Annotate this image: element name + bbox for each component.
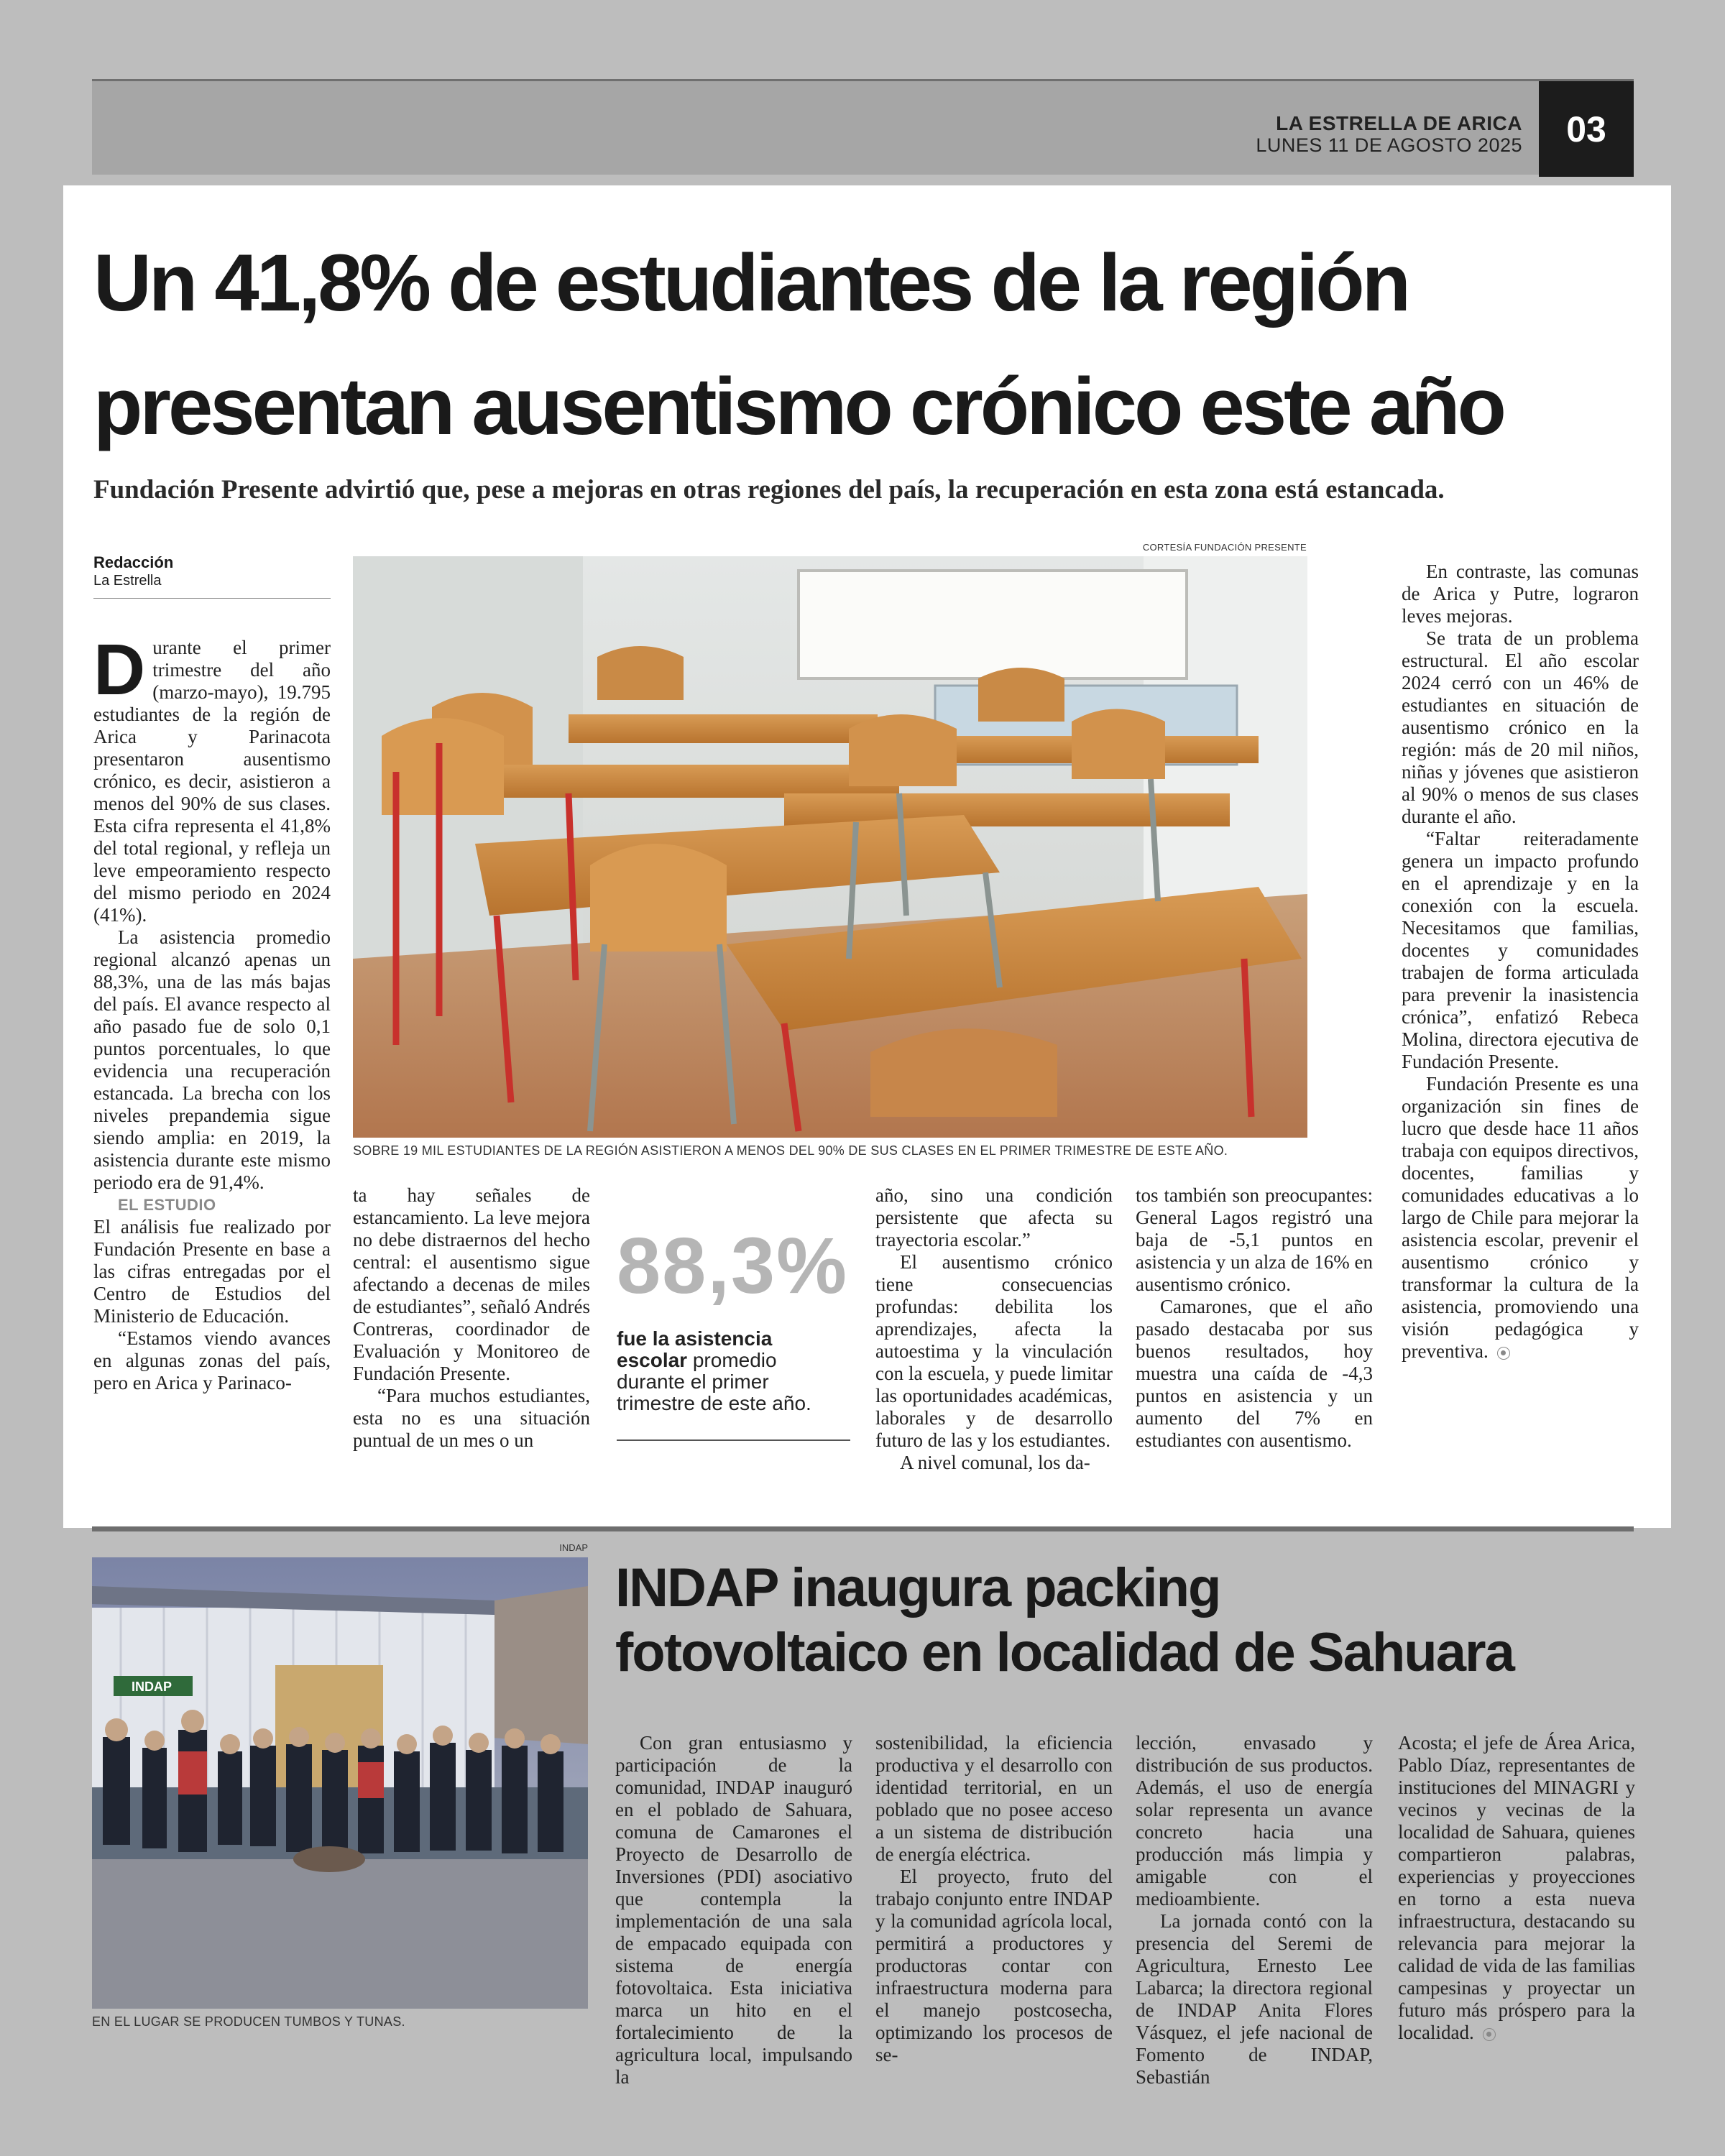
headline-2-line-2: fotovoltaico en localidad de Sahuara: [615, 1622, 1514, 1683]
byline-org: La Estrella: [93, 573, 162, 589]
photo-credit: CORTESÍA FUNDACIÓN PRESENTE: [1142, 542, 1307, 553]
end-of-article-icon: [1483, 2028, 1496, 2041]
paragraph: año, sino una condición persistente que afecta su trayectoria escolar.”: [875, 1184, 1113, 1250]
article-column-5: [1402, 561, 1639, 1363]
article-2-column-4: [1398, 1732, 1635, 2044]
section-label: EL ESTUDIO: [118, 1196, 216, 1214]
article-headline: [93, 221, 1653, 469]
publication-info: [1256, 113, 1522, 156]
headline-2-line-1: INDAP inaugura packing: [615, 1557, 1220, 1618]
drop-cap: D: [93, 630, 146, 710]
headline-line-1: Un 41,8% de estudiantes de la región: [93, 238, 1409, 328]
stat-value: 88,3%: [617, 1222, 848, 1310]
paragraph: Con gran entusiasmo y participación de la comunidad, INDAP inauguró en el poblado de Sahuara, comuna de Camarones el Proyecto de Desarrollo de Inversiones (PDI) asociativo que contempla la implementación de una sala de empacado equipada con sistema de energía fotovoltaica. Esta iniciativa marca un hito en el fortalecimiento de la agricultura local, impulsando la: [615, 1732, 852, 2088]
article-deck: Fundación Presente advirtió que, pese a mejoras en otras regiones del país, la recuperación en esta zona está estancada.: [93, 475, 1445, 505]
page-header: [92, 79, 1634, 175]
paragraph: Camarones, que el año pasado destacaba por sus buenos resultados, hoy muestra una caída de -4,3 puntos en asistencia y un aumento del 7% en estudiantes con ausentismo.: [1136, 1296, 1373, 1451]
indap-sign-text: INDAP: [132, 1680, 172, 1694]
paragraph: Acosta; el jefe de Área Arica, Pablo Díaz, representantes de instituciones del MINAGRI y vecinos y vecinas de la localidad de Sahuara, quienes compartieron palabras, experiencias y proyecciones en torno a esta nueva infraestructura, destacando su relevancia para mejorar la calidad de vida de las familias campesinas y proyectar un futuro más próspero para la localidad.: [1398, 1732, 1635, 2043]
paragraph: sostenibilidad, la eficiencia productiva y el desarrollo con identidad territorial, en un poblado que no posee acceso a un sistema de distribución de energía eléctrica.: [875, 1732, 1113, 1865]
stat-description-rest: promedio durante el primer trimestre de este año.: [617, 1349, 811, 1414]
stat-divider: [617, 1439, 850, 1441]
article-column-4: [1136, 1184, 1373, 1452]
photo-credit-2: INDAP: [559, 1542, 588, 1553]
end-of-article-icon: [1497, 1347, 1510, 1360]
photo-caption: SOBRE 19 MIL ESTUDIANTES DE LA REGIÓN ASISTIERON A MENOS DEL 90% DE SUS CLASES EN EL PRIMER TRIMESTRE DE ESTE AÑO.: [353, 1143, 1228, 1158]
paragraph: A nivel comunal, los da-: [900, 1452, 1090, 1473]
article-2-column-1: [615, 1732, 852, 2088]
paragraph: El ausentismo crónico tiene consecuencias profundas: debilita los aprendizajes, afecta la autoestima y la vinculación con la escuela, y puede limitar las oportunidades académicas, laborales y de desarrollo futuro de las y los estudiantes.: [875, 1251, 1113, 1451]
stat-description-bold: fue la asistencia escolar: [617, 1327, 773, 1371]
paragraph: ta hay señales de estancamiento. La leve mejora no debe distraernos del hecho central: el ausentismo sigue afectando a decenas de miles de estudiantes”, señaló Andrés Contreras, coordinador de Evaluación y Monitoreo de Fundación Presente.: [353, 1184, 590, 1384]
sahuara-photo: [92, 1557, 588, 2009]
paragraph: La jornada contó con la presencia del Seremi de Agricultura, Ernesto Lee Labarca; la directora regional de INDAP Anita Flores Vásquez, el jefe nacional de Fomento de INDAP, Sebastián: [1136, 1910, 1373, 2088]
paragraph: El proyecto, fruto del trabajo conjunto entre INDAP y la comunidad agrícola local, permitirá a productores y productoras contar con infraestructura moderna para el manejo postcosecha, optimizando los procesos de se-: [875, 1866, 1113, 2065]
paragraph: lección, envasado y distribución de sus productos. Además, el uso de energía solar representa un avance concreto hacia una producción más limpia y amigable con el medioambiente.: [1136, 1732, 1373, 1909]
article-column-3: [875, 1184, 1113, 1474]
paragraph: “Para muchos estudiantes, esta no es una situación puntual de un mes o un: [353, 1385, 590, 1451]
article-column-1: [93, 630, 331, 1394]
classroom-illustration: [353, 556, 1307, 1138]
paragraph: Fundación Presente es una organización sin fines de lucro que desde hace 11 años trabaja con equipos directivos, docentes, familias y comunidades educativas a lo largo de Chile para mejorar la asistencia escolar, prevenir el ausentismo crónico y transformar la cultura de la asistencia, promoviendo una visión pedagógica y preventiva.: [1402, 1073, 1639, 1362]
paragraph: Durante el primer trimestre del año (marzo-mayo), 19.795 estudiantes de la región de Arica y Parinacota presentaron ausentismo crónico, es decir, asistieron a menos del 90% de sus clases. Esta cifra representa el 41,8% del total regional, y refleja un leve empeoramiento respecto del mismo periodo en 2024 (41%).: [93, 630, 331, 926]
publication-date: LUNES 11 DE AGOSTO 2025: [1256, 134, 1522, 156]
byline-name: Redacción: [93, 553, 174, 571]
stat-description: [617, 1328, 847, 1414]
headline-line-2: presentan ausentismo crónico este año: [93, 361, 1504, 451]
byline: [93, 553, 331, 599]
paragraph: El análisis fue realizado por Fundación Presente en base a las cifras entregadas por el Centro de Estudios del Ministerio de Educación.: [93, 1216, 331, 1327]
paragraph: “Faltar reiteradamente genera un impacto profundo en el aprendizaje y en la conexión con la escuela. Necesitamos que familias, docentes y comunidades trabajen de forma articulada para prevenir la inasistencia crónica”, enfatizó Rebeca Molina, directora ejecutiva de Fundación Presente.: [1402, 828, 1639, 1072]
photo-caption-2: EN EL LUGAR SE PRODUCEN TUMBOS Y TUNAS.: [92, 2014, 405, 2029]
article-column-2: [353, 1184, 590, 1452]
section-divider: [92, 1526, 1634, 1531]
packing-facility-illustration: [92, 1557, 588, 2009]
paragraph: “Estamos viendo avances en algunas zonas del país, pero en Arica y Parinaco-: [93, 1327, 331, 1393]
publication-name: LA ESTRELLA DE ARICA: [1276, 112, 1522, 134]
article-2-headline: [615, 1556, 1636, 1685]
classroom-photo: [353, 556, 1307, 1138]
paragraph: En contraste, las comunas de Arica y Putre, lograron leves mejoras.: [1402, 561, 1639, 627]
paragraph: Se trata de un problema estructural. El año escolar 2024 cerró con un 46% de estudiantes en situación de ausentismo crónico en la región: más de 20 mil niños, niñas y jóvenes que asistieron al 90% o menos de sus clases durante el año.: [1402, 627, 1639, 827]
paragraph: La asistencia promedio regional alcanzó apenas un 88,3%, una de las más bajas del país. El avance respecto al año pasado fue de solo 0,1 puntos porcentuales, lo que evidencia una recuperación estancada. La brecha con los niveles prepandemia sigue siendo amplia: en 2019, la asistencia durante este mismo periodo era de 91,4%.: [93, 926, 331, 1193]
article-2-column-2: [875, 1732, 1113, 2066]
main-article: [63, 185, 1671, 1528]
article-2-column-3: [1136, 1732, 1373, 2088]
paragraph: tos también son preocupantes: General Lagos registró una baja de -5,1 puntos en asistencia y un alza de 16% en ausentismo crónico.: [1136, 1184, 1373, 1295]
page-number: 03: [1539, 81, 1634, 177]
